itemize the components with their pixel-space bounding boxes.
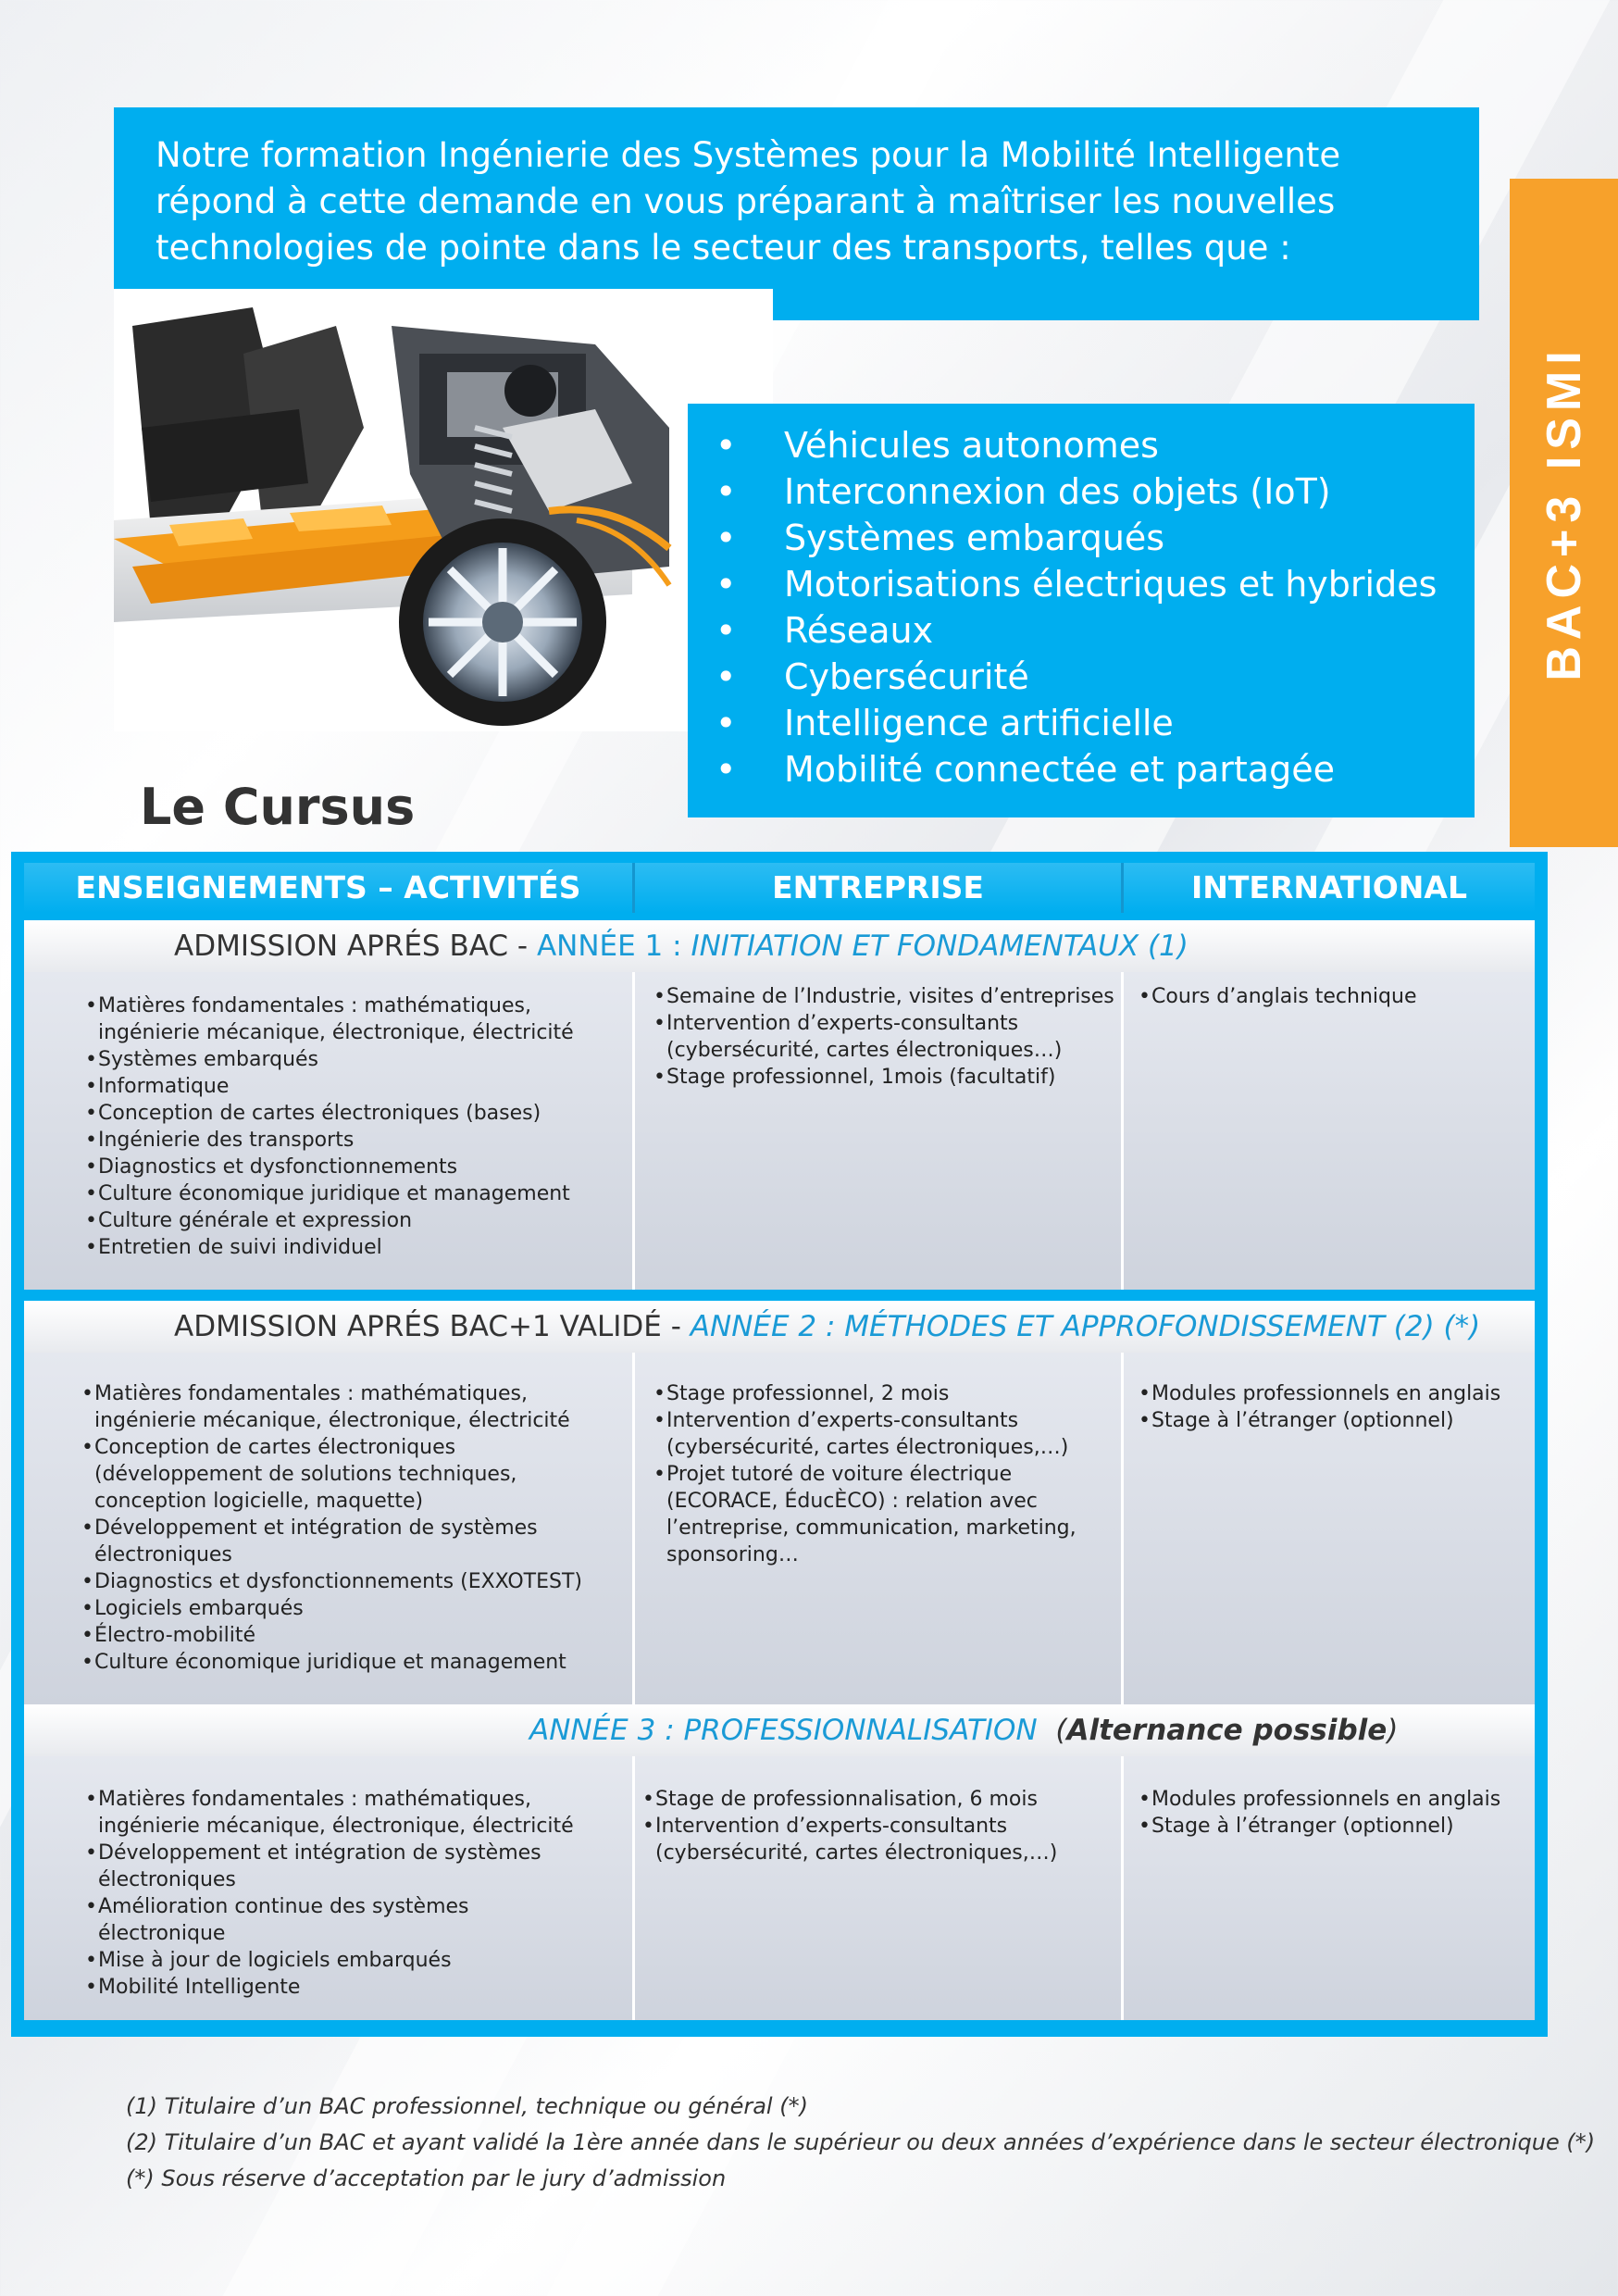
list-item: • Matières fondamentales : mathématiques, [81,1380,632,1407]
list-item: • Logiciels embarqués [81,1595,632,1622]
year2-entreprise [635,1353,1124,1704]
list-item-continuation: ingénierie mécanique, électronique, électricité [98,1021,574,1044]
list-item: • Culture générale et expression [85,1207,632,1234]
list-item: • Informatique [85,1073,632,1100]
year2-prefix: ADMISSION APRÉS BAC+1 VALIDÉ - [174,1310,691,1343]
list-item: • Culture économique juridique et management [85,1180,632,1207]
footnote: (1) Titulaire d’un BAC professionnel, technique ou général (*) [126,2093,808,2119]
list-item: • Électro-mobilité [81,1622,632,1649]
year1-international [1124,972,1535,1290]
list-item: • Interconnexion des objets (IoT) [716,468,1475,515]
year1-enseignements [24,972,635,1290]
year1-band [24,920,1535,972]
year2-international [1124,1353,1535,1704]
year2-enseignements [24,1353,635,1704]
list-item-continuation: ingénierie mécanique, électronique, électricité [98,1815,574,1838]
car-cutaway-image [114,289,773,731]
technologies-list [716,422,1475,792]
list-item: • Intelligence artificielle [716,700,1475,746]
list-item: • Systèmes embarqués [716,515,1475,561]
year1-label: ANNÉE 1 : [536,930,691,963]
program-label: BAC+3 ISMI [1537,344,1591,681]
list-item: • Mise à jour de logiciels embarqués [85,1947,632,1974]
list-item-continuation: sponsoring… [666,1543,799,1566]
column-header-enseignements: ENSEIGNEMENTS – ACTIVITÉS [24,863,635,913]
list-item: • Développement et intégration de systèmes [85,1840,632,1866]
year3-note-open: ( [1055,1714,1067,1747]
list-item-continuation: électronique [98,1922,226,1945]
list-item-continuation: (cybersécurité, cartes électroniques,…) [655,1841,1058,1865]
intro-line: technologies de pointe dans le secteur des transports, telles que : [156,228,1291,268]
technologies-box [688,404,1475,817]
list-item: • Matières fondamentales : mathématiques, [85,1786,632,1813]
list-item: • Semaine de l’Industrie, visites d’entreprises [653,983,1121,1010]
year3-note-close: ) [1387,1714,1399,1747]
list-item-continuation: électroniques [98,1868,236,1891]
list-item-continuation: conception logicielle, maquette) [94,1490,424,1513]
year3-title: ANNÉE 3 : PROFESSIONNALISATION [529,1714,1038,1747]
list-item: • Ingénierie des transports [85,1127,632,1154]
intro-line: répond à cette demande en vous préparant à maîtriser les nouvelles [156,181,1336,221]
list-item-continuation: (cybersécurité, cartes électroniques,…) [666,1436,1069,1459]
list-item: • Cybersécurité [716,654,1475,700]
year3-enseignements [24,1756,635,2020]
list-item: • Projet tutoré de voiture électrique [653,1461,1121,1488]
list-item-continuation: (ECORACE, ÉducÈCO) : relation avec [666,1490,1038,1513]
year3-international [1124,1756,1535,2020]
list-item: • Réseaux [716,607,1475,654]
list-item: • Stage à l’étranger (optionnel) [1139,1813,1535,1840]
intro-line: Notre formation Ingénierie des Systèmes pour la Mobilité Intelligente [156,135,1341,175]
list-item-continuation: (développement de solutions techniques, [94,1463,517,1486]
footnote: (2) Titulaire d’un BAC et ayant validé la 1ère année dans le supérieur ou deux années d’expérience dans le secteur électronique (*) [126,2129,1596,2155]
list-item: • Diagnostics et dysfonctionnements (EXXOTEST) [81,1568,632,1595]
footnotes [126,2089,1595,2197]
list-item: • Matières fondamentales : mathématiques, [85,992,632,1019]
list-item: • Amélioration continue des systèmes [85,1893,632,1920]
year1-title: INITIATION ET FONDAMENTAUX (1) [691,930,1189,963]
list-item: • Intervention d’experts-consultants [653,1407,1121,1434]
list-item-continuation: électroniques [94,1543,232,1566]
curriculum-table [11,852,1548,2037]
list-item: • Systèmes embarqués [85,1046,632,1073]
footnote: (*) Sous réserve d’acceptation par le jury d’admission [126,2165,727,2191]
year3-note: Alternance possible [1066,1714,1388,1747]
list-item: • Conception de cartes électroniques (bases) [85,1100,632,1127]
year3-entreprise [635,1756,1124,2020]
column-header-entreprise: ENTREPRISE [635,863,1124,913]
year1-entreprise [635,972,1124,1290]
program-side-tab [1510,179,1618,847]
list-item-continuation: ingénierie mécanique, électronique, électricité [94,1409,570,1432]
list-item: • Cours d’anglais technique [1139,983,1535,1010]
list-item: • Stage professionnel, 2 mois [653,1380,1121,1407]
list-item: • Motorisations électriques et hybrides [716,561,1475,607]
year2-band [24,1301,1535,1353]
list-item-continuation: l’entreprise, communication, marketing, [666,1516,1077,1540]
year1-prefix: ADMISSION APRÉS BAC - [174,930,537,963]
list-item: • Conception de cartes électroniques [81,1434,632,1461]
list-item: • Véhicules autonomes [716,422,1475,468]
list-item: • Entretien de suivi individuel [85,1234,632,1261]
list-item-continuation: (cybersécurité, cartes électroniques…) [666,1039,1063,1062]
year2-title: ANNÉE 2 : MÉTHODES ET APPROFONDISSEMENT (2) (*) [690,1310,1481,1343]
list-item: • Développement et intégration de systèmes [81,1515,632,1541]
year3-band [24,1704,1535,1756]
list-item: • Stage à l’étranger (optionnel) [1139,1407,1535,1434]
list-item: • Intervention d’experts-consultants [653,1010,1121,1037]
list-item: • Stage professionnel, 1mois (facultatif) [653,1064,1121,1091]
list-item: • Stage de professionnalisation, 6 mois [642,1786,1121,1813]
list-item: • Mobilité connectée et partagée [716,746,1475,792]
list-item: • Modules professionnels en anglais [1139,1380,1535,1407]
list-item: • Modules professionnels en anglais [1139,1786,1535,1813]
column-header-international: INTERNATIONAL [1124,863,1535,913]
list-item: • Culture économique juridique et management [81,1649,632,1676]
list-item: • Mobilité Intelligente [85,1974,632,2001]
list-item: • Intervention d’experts-consultants [642,1813,1121,1840]
section-title: Le Cursus [140,778,416,836]
list-item: • Diagnostics et dysfonctionnements [85,1154,632,1180]
